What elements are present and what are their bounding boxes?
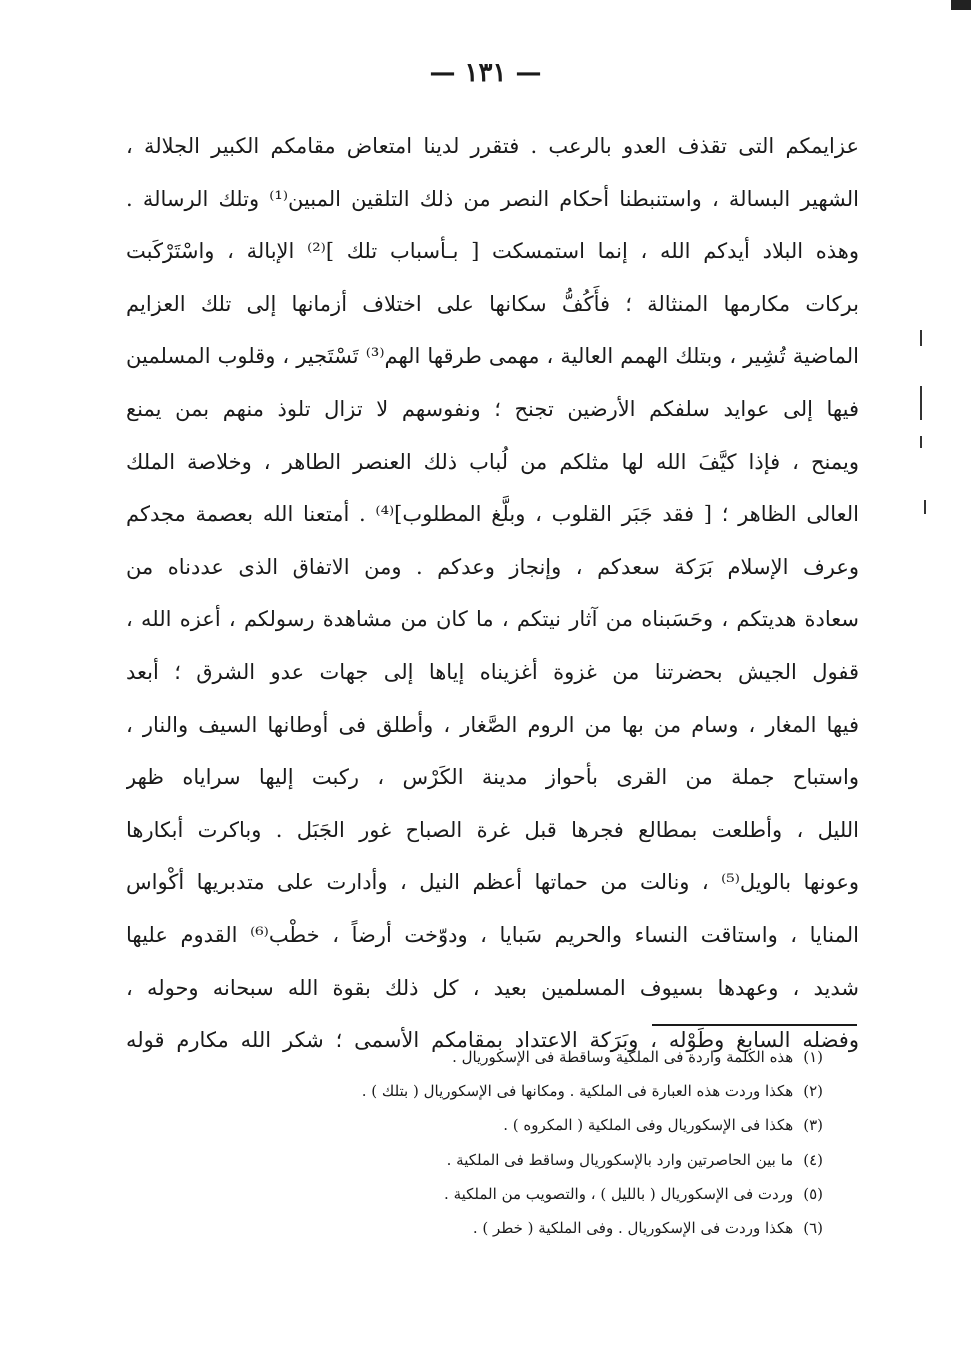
text-line: قفول الجيش بحضرتنا من غزوة أغزيناه إياها إلى جهات عدو الشرق ؛ أبعد	[126, 659, 859, 684]
margin-tick	[920, 436, 922, 448]
footnote-item	[263, 1108, 823, 1142]
body-text	[126, 120, 859, 1067]
text-line: المنايا ، واستاقت النساء والحريم سَبايا ، ودوّخت أرضاً ، خطْب⁽⁶⁾ القدوم عليها	[126, 922, 859, 947]
margin-tick	[920, 330, 922, 346]
text-line: الماضية تُشِير ، وبتلك الهمم العالية ، مهمى طرقها الهم⁽³⁾ تَسْتَجير ، وقلوب المسلمين	[126, 344, 859, 369]
page-number: — ١٣١ —	[429, 58, 542, 88]
footnote-item	[263, 1177, 823, 1211]
text-line: ويمنح ، فإذا كيَّفَ الله لها مثلكم من لُباب ذلك العنصر الطاهر ، وخلاصة الملك	[126, 449, 859, 474]
text-line: العالى الظاهر ؛ [ فقد جَبَر القلوب ، وبلَّغ المطلوب]⁽⁴⁾ . أمتعنا الله بعصمة مجدكم	[126, 502, 859, 527]
text-line: وعرف الإسلام بَرَكة سعدكم ، وإنجاز وعدكم . ومن الاتفاق الذى عددناه من	[126, 554, 859, 579]
text-line: عزايمكم التى تقذف العدو بالرعب . فتقرر لدينا امتعاض مقامكم الكبير الجلالة ،	[126, 134, 859, 158]
footnote-number: (١)	[803, 1048, 823, 1066]
footnote-text: هذه الكلمة واردة فى الملكية وساقطة فى الإسكوريال .	[452, 1048, 794, 1066]
text-line: وهذه البلاد أيدكم الله ، إنما استمسكت [ بـأسباب تلك ]⁽²⁾ الإبالة ، واسْتَرْكَبت	[126, 239, 859, 264]
margin-tick	[924, 500, 926, 514]
footnote-text: ما بين الحاصرتين وارد بالإسكوريال وساقط فى الملكية .	[446, 1150, 794, 1169]
text-line: بركات مكارمها المنثالة ؛ فأَكُفُّ سكانها على اختلاف أزمانها إلى تلك العزايم	[126, 291, 859, 316]
footnote-text: وردت فى الإسكوريال ( بالليل ) ، والتصويب من الملكية .	[444, 1184, 794, 1203]
footnote-number: (٤)	[803, 1150, 823, 1169]
footnote-text: هكذا وردت هذه العبارة فى الملكية . ومكانها فى الإسكوريال ( بتلك ) .	[361, 1082, 794, 1101]
text-line: واستباح جملة من القرى بأحواز مدينة الكَرْس ، ركبت إليها سراياه ظهر	[126, 765, 859, 790]
text-line: وفضله السابغ وطَوْله ، وبَرَكة الاعتداد بمقامكم الأسمى ؛ شكر الله مكارم قوله	[126, 1028, 859, 1053]
margin-tick	[920, 386, 922, 420]
footnote-item	[263, 1143, 823, 1177]
text-line: وعونها بالويل⁽⁵⁾ ، ونالت من حماتها أعظم النيل ، وأدارت على متدبريها أكْواس	[126, 870, 859, 895]
footnote-number: (٣)	[803, 1116, 823, 1135]
footnote-number: (٥)	[803, 1184, 823, 1203]
scan-corner-mark	[951, 0, 971, 10]
text-line: فيها إلى عوايد سلفكم الأرضين تجنح ؛ ونفوسهم لا تزال تلوذ منهم بمن يمنع	[126, 396, 859, 421]
text-line: الليل ، وأطلعت بمطالع فجرها قبل غرة الصباح غور الجَبَل . وباكرت أبكارها	[126, 817, 859, 842]
text-line: سعادة هديتكم ، وحَسَبناه من آثار نيتكم ، ما كان من مشاهدة رسولكم ، أعزه الله ،	[126, 607, 859, 632]
text-line: فيها المغار ، وسام من بها من الروم الصَّغار ، وأطلق فى أوطانها السيف والنار ،	[126, 712, 859, 737]
footnote-item	[263, 1040, 823, 1074]
footnote-text: هكذا فى الإسكوريال وفى الملكية ( المكروه ) .	[503, 1116, 794, 1135]
footnote-separator	[652, 1024, 857, 1026]
footnote-number: (٦)	[803, 1218, 823, 1237]
footnote-text: هكذا وردت فى الإسكوريال . وفى الملكية ( خطر ) .	[472, 1218, 794, 1237]
text-line: شديد ، وعهدها بسيوف المسلمين بعيد ، كل ذلك بقوة الله سبحانه وحوله ،	[126, 975, 859, 1000]
footnote-item	[263, 1074, 823, 1108]
footnotes	[263, 1040, 823, 1245]
footnote-item	[263, 1211, 823, 1245]
footnote-number: (٢)	[803, 1082, 823, 1101]
text-line: الشهير البسالة ، واستنبطنا أحكام النصر من ذلك التلقين المبين⁽¹⁾ وتلك الرسالة .	[126, 186, 859, 211]
